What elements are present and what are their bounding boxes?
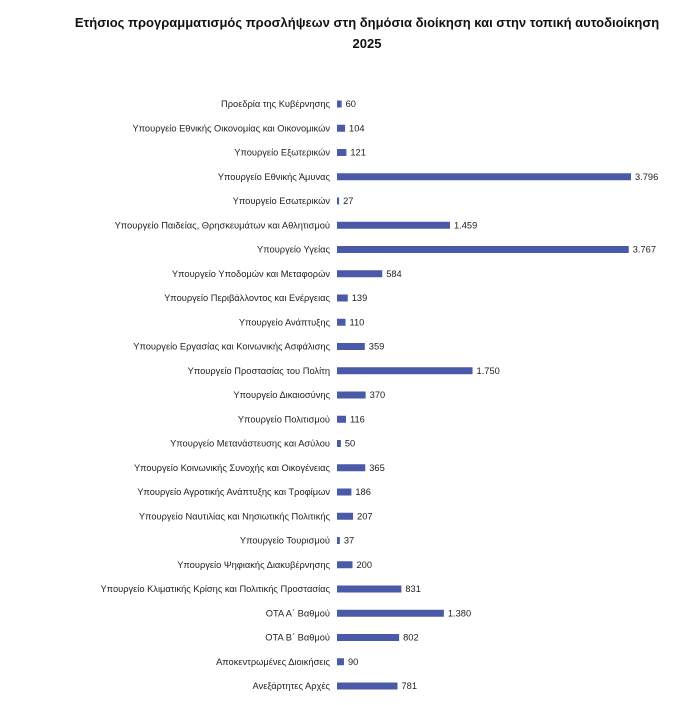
chart-title-line-2: 2025 <box>352 36 382 51</box>
bar <box>337 367 473 374</box>
value-label: 110 <box>349 317 365 328</box>
bar <box>337 319 346 326</box>
bar <box>337 561 352 568</box>
category-label: ΟΤΑ Β΄ Βαθμού <box>265 632 330 643</box>
bar <box>337 537 340 544</box>
bar <box>337 295 348 302</box>
value-label: 60 <box>345 99 356 110</box>
value-label: 50 <box>344 438 356 449</box>
category-label: Υπουργείο Εσωτερικών <box>232 196 330 207</box>
bar <box>337 101 342 108</box>
category-label: Υπουργείο Εθνικής Οικονομίας και Οικονομικών <box>132 123 330 134</box>
category-label: Υπουργείο Ψηφιακής Διακυβέρνησης <box>177 559 330 570</box>
value-label: 27 <box>343 196 354 207</box>
category-label: Υπουργείο Υγείας <box>257 244 330 255</box>
value-label: 802 <box>403 632 419 643</box>
value-label: 104 <box>349 123 365 134</box>
value-label: 121 <box>350 147 366 158</box>
value-label: 1.380 <box>447 608 472 619</box>
category-label: Υπουργείο Εργασίας και Κοινωνικής Ασφάλισης <box>133 341 330 352</box>
bar <box>337 440 341 447</box>
category-label: Υπουργείο Κοινωνικής Συνοχής και Οικογένειας <box>133 462 330 473</box>
bar <box>337 343 365 350</box>
value-label: 37 <box>343 535 355 546</box>
category-label: Υπουργείο Εθνικής Άμυνας <box>217 171 330 182</box>
bar <box>337 658 344 665</box>
bar <box>337 416 346 423</box>
bar <box>337 586 401 593</box>
category-label: Υπουργείο Πολιτισμού <box>237 414 330 425</box>
category-label: Υπουργείο Δικαιοσύνης <box>233 390 330 401</box>
value-label: 207 <box>357 511 373 522</box>
bar <box>337 222 450 229</box>
bar <box>337 464 365 471</box>
value-label: 3.767 <box>632 244 657 255</box>
category-label: Υπουργείο Κλιματικής Κρίσης και Πολιτικής Προστασίας <box>100 584 330 595</box>
category-label: Υπουργείο Προστασίας του Πολίτη <box>187 365 330 376</box>
category-label: Υπουργείο Ναυτιλίας και Νησιωτικής Πολιτικής <box>138 511 330 522</box>
bar <box>337 610 444 617</box>
bar <box>337 246 629 253</box>
value-label: 3.796 <box>635 171 659 182</box>
category-label: Υπουργείο Ανάπτυξης <box>238 317 330 328</box>
bar <box>337 125 345 132</box>
chart-title-line-1: Ετήσιος προγραμματισμός προσλήψεων στη δημόσια διοίκηση και στην τοπική αυτοδιοίκηση <box>74 15 660 30</box>
bar <box>337 392 366 399</box>
bar <box>337 270 382 277</box>
value-label: 831 <box>405 584 421 595</box>
category-label: Υπουργείο Περιβάλλοντος και Ενέργειας <box>164 293 330 304</box>
value-label: 584 <box>386 268 402 279</box>
bar <box>337 489 351 496</box>
value-label: 186 <box>355 487 371 498</box>
category-label: Αποκεντρωμένες Διοικήσεις <box>216 656 330 667</box>
value-label: 1.750 <box>476 365 500 376</box>
bar-row <box>132 123 364 133</box>
value-label: 365 <box>369 462 385 473</box>
category-label: Υπουργείο Τουρισμού <box>239 535 330 546</box>
category-label: Υπουργείο Εξωτερικών <box>234 147 330 158</box>
value-label: 139 <box>351 293 368 304</box>
value-label: 200 <box>356 559 373 570</box>
bar <box>337 513 353 520</box>
bar <box>337 198 339 205</box>
bar <box>337 173 631 180</box>
category-label: Υπουργείο Υποδομών και Μεταφορών <box>171 268 330 279</box>
value-label: 116 <box>349 414 365 425</box>
value-label: 1.459 <box>453 220 478 231</box>
value-label: 370 <box>369 390 386 401</box>
category-label: Υπουργείο Αγροτικής Ανάπτυξης και Τροφίμων <box>137 487 330 498</box>
category-label: Προεδρία της Κυβέρνησης <box>221 99 330 110</box>
value-label: 781 <box>401 681 418 692</box>
value-label: 90 <box>347 656 359 667</box>
bar <box>337 149 346 156</box>
category-label: ΟΤΑ Α΄ Βαθμού <box>265 608 330 619</box>
category-label: Υπουργείο Μετανάστευσης και Ασύλου <box>170 438 330 449</box>
category-label: Υπουργείο Παιδείας, Θρησκευμάτων και Αθλητισμού <box>114 220 330 231</box>
bar <box>337 634 399 641</box>
value-label: 359 <box>368 341 385 352</box>
category-label: Ανεξάρτητες Αρχές <box>252 681 330 692</box>
bar <box>337 683 397 690</box>
bar-row <box>170 439 355 449</box>
